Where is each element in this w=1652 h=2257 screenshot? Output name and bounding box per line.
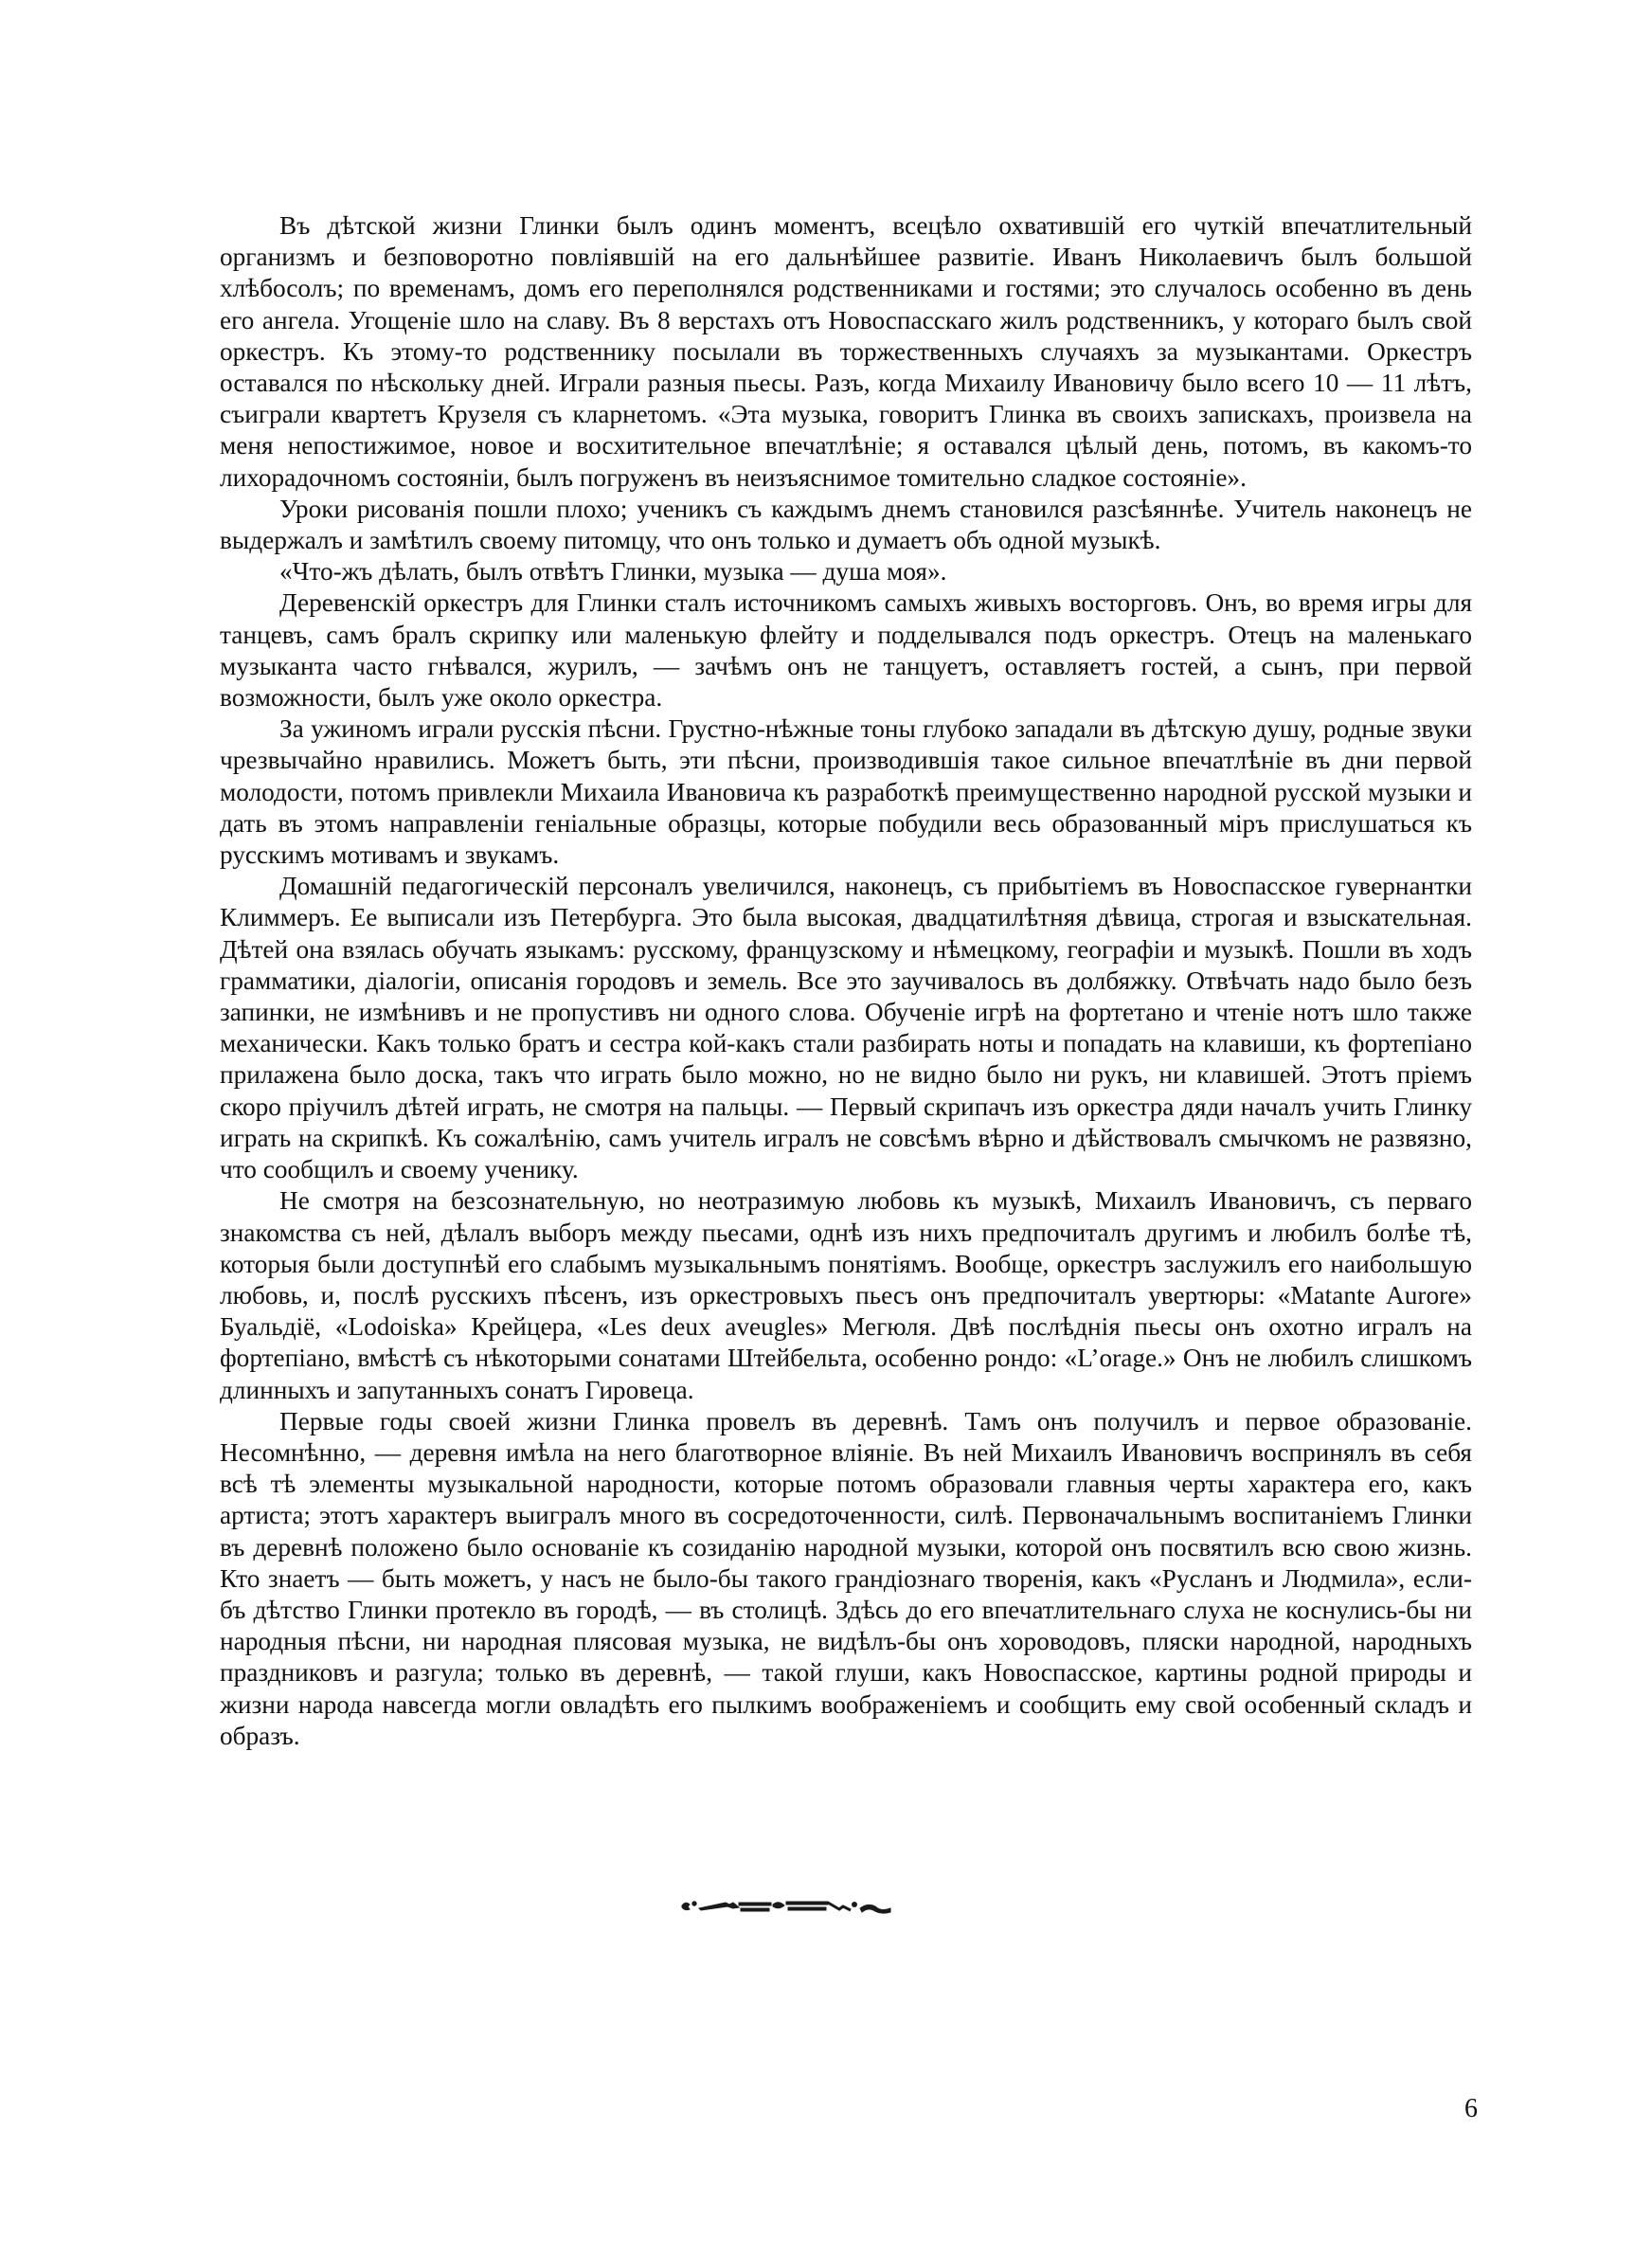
paragraph-6: Домашній педагогическій персоналъ увеличился, наконецъ, съ прибытіемъ въ Новоспасское гувернантки Климмеръ. Ее выписали изъ Петербурга. Это была высокая, двадцатилѣтняя дѣвица, строгая и взыскательная. Дѣтей она взялась обучать языкамъ: русскому, французскому и нѣмецкому, географіи и музыкѣ. Пошли въ ходъ грамматики, діалогіи, описанія городовъ и земель. Все это заучивалось въ долбяжку. Отвѣчать надо было безъ запинки, не измѣнивъ и не пропустивъ ни одного слова. Обученіе игрѣ на фортетано и чтеніе нотъ шло также механически. Какъ только братъ и сестра кой-какъ стали разбирать ноты и попадать на клавиши, къ фортепіано прилажена было доска, такъ что играть было можно, но не видно было ни рукъ, ни клавишей. Этотъ пріемъ скоро пріучилъ дѣтей играть, не смотря на пальцы. — Первый скрипачъ изъ оркестра дяди началъ учить Глинку играть на скрипкѣ. Къ сожалѣнію, самъ учитель игралъ не совсѣмъ вѣрно и дѣйствовалъ смычкомъ не развязно, что сообщилъ и своему ученику. [220, 872, 1472, 1184]
paragraph-4: Деревенскій оркестръ для Глинки сталъ источникомъ самыхъ живыхъ восторговъ. Онъ, во время игры для танцевъ, самъ бралъ скрипку или маленькую флейту и подделывался подъ оркестръ. Отецъ на маленькаго музыканта часто гнѣвался, журилъ, — зачѣмъ онъ не танцуетъ, оставляетъ гостей, а сынъ, при первой возможности, былъ уже около оркестра. [220, 588, 1472, 713]
paragraph-8: Первые годы своей жизни Глинка провелъ въ деревнѣ. Тамъ онъ получилъ и первое образованіе. Несомнѣнно, — деревня имѣла на него благотворное вліяніе. Въ ней Михаилъ Ивановичъ воспринялъ въ себя всѣ тѣ элементы музыкальной народности, которые потомъ образовали главныя черты характера его, какъ артиста; этотъ характеръ выигралъ много въ сосредоточенности, силѣ. Первоначальнымъ воспитаніемъ Глинки въ деревнѣ положено было основаніе къ созиданію народной музыки, которой онъ посвятилъ всю свою жизнь. Кто знаетъ — быть можетъ, у насъ не было-бы такого грандіознаго творенія, какъ «Русланъ и Людмила», если-бъ дѣтство Глинки протекло въ городѣ, — въ столицѣ. Здѣсь до его впечатлительнаго слуха не коснулись-бы ни народныя пѣсни, ни народная плясовая музыка, не видѣлъ-бы онъ хороводовъ, пляски народной, народныхъ праздниковъ и разгула; только въ деревнѣ, — такой глуши, какъ Новоспасское, картины родной природы и жизни народа навсегда могли овладѣть его пылкимъ воображеніемъ и сообщить ему свой особенный складъ и образъ. [220, 1406, 1472, 1750]
paragraph-7: Не смотря на безсознательную, но неотразимую любовь къ музыкѣ, Михаилъ Ивановичъ, съ перваго знакомства съ ней, дѣлалъ выборъ между пьесами, однѣ изъ нихъ предпочиталъ другимъ и любилъ болѣе тѣ, которыя были доступнѣй его слабымъ музыкальнымъ понятіямъ. Вообще, оркестръ заслужилъ его наибольшую любовь, и, послѣ русскихъ пѣсенъ, изъ оркестровыхъ пьесъ онъ предпочиталъ увертюры: «Matante Aurore» Буальдіё, «Lodoiska» Крейцера, «Les deux aveugles» Мегюля. Двѣ послѣднія пьесы онъ охотно игралъ на фортепіано, вмѣстѣ съ нѣкоторыми сонатами Штейбельта, особенно рондо: «L’orage.» Онъ не любилъ слишкомъ длинныхъ и запутанныхъ сонатъ Гировеца. [220, 1186, 1472, 1404]
paragraph-5: За ужиномъ играли русскія пѣсни. Грустно-нѣжные тоны глубоко западали въ дѣтскую душу, родные звуки чрезвычайно нравились. Можетъ быть, эти пѣсни, производившія такое сильное впечатлѣніе въ дни первой молодости, потомъ привлекли Михаила Ивановича къ разработкѣ преимущественно народной русской музыки и дать въ этомъ направленіи геніальные образцы, которые побудили весь образованный міръ прислушаться къ русскимъ мотивамъ и звукамъ. [220, 714, 1472, 870]
paragraph-3: «Что-жъ дѣлать, былъ отвѣтъ Глинки, музыка — душа моя». [279, 557, 947, 587]
body-text [220, 210, 1472, 1752]
page-number: 6 [1464, 2094, 1478, 2123]
decorative-tailpiece-icon [680, 1897, 894, 1918]
paragraph-1: Въ дѣтской жизни Глинки былъ одинъ моментъ, всецѣло охватившій его чуткій впечатлительный организмъ и безповоротно повліявшій на его дальнѣйшее развитіе. Иванъ Николаевичъ былъ большой хлѣбосолъ; по временамъ, домъ его переполнялся родственниками и гостями; это случалось особенно въ день его ангела. Угощеніе шло на славу. Въ 8 верстахъ отъ Новоспасскаго жилъ родственникъ, у котораго былъ свой оркестръ. Къ этому-то родственнику посылали въ торжественныхъ случаяхъ за музыкантами. Оркестръ оставался по нѣскольку дней. Играли разныя пьесы. Разъ, когда Михаилу Ивановичу было всего 10 — 11 лѣтъ, съиграли квартетъ Крузеля съ кларнетомъ. «Эта музыка, говоритъ Глинка въ своихъ запискахъ, произвела на меня непостижимое, новое и восхитительное впечатлѣніе; я оставался цѣлый день, потомъ, въ какомъ-то лихорадочномъ состояніи, былъ погруженъ въ неизъяснимое томительно сладкое состояніе». [220, 211, 1472, 492]
paragraph-2: Уроки рисованія пошли плохо; ученикъ съ каждымъ днемъ становился разсѣяннѣе. Учитель наконецъ не выдержалъ и замѣтилъ своему питомцу, что онъ только и думаетъ объ одной музыкѣ. [220, 494, 1472, 555]
